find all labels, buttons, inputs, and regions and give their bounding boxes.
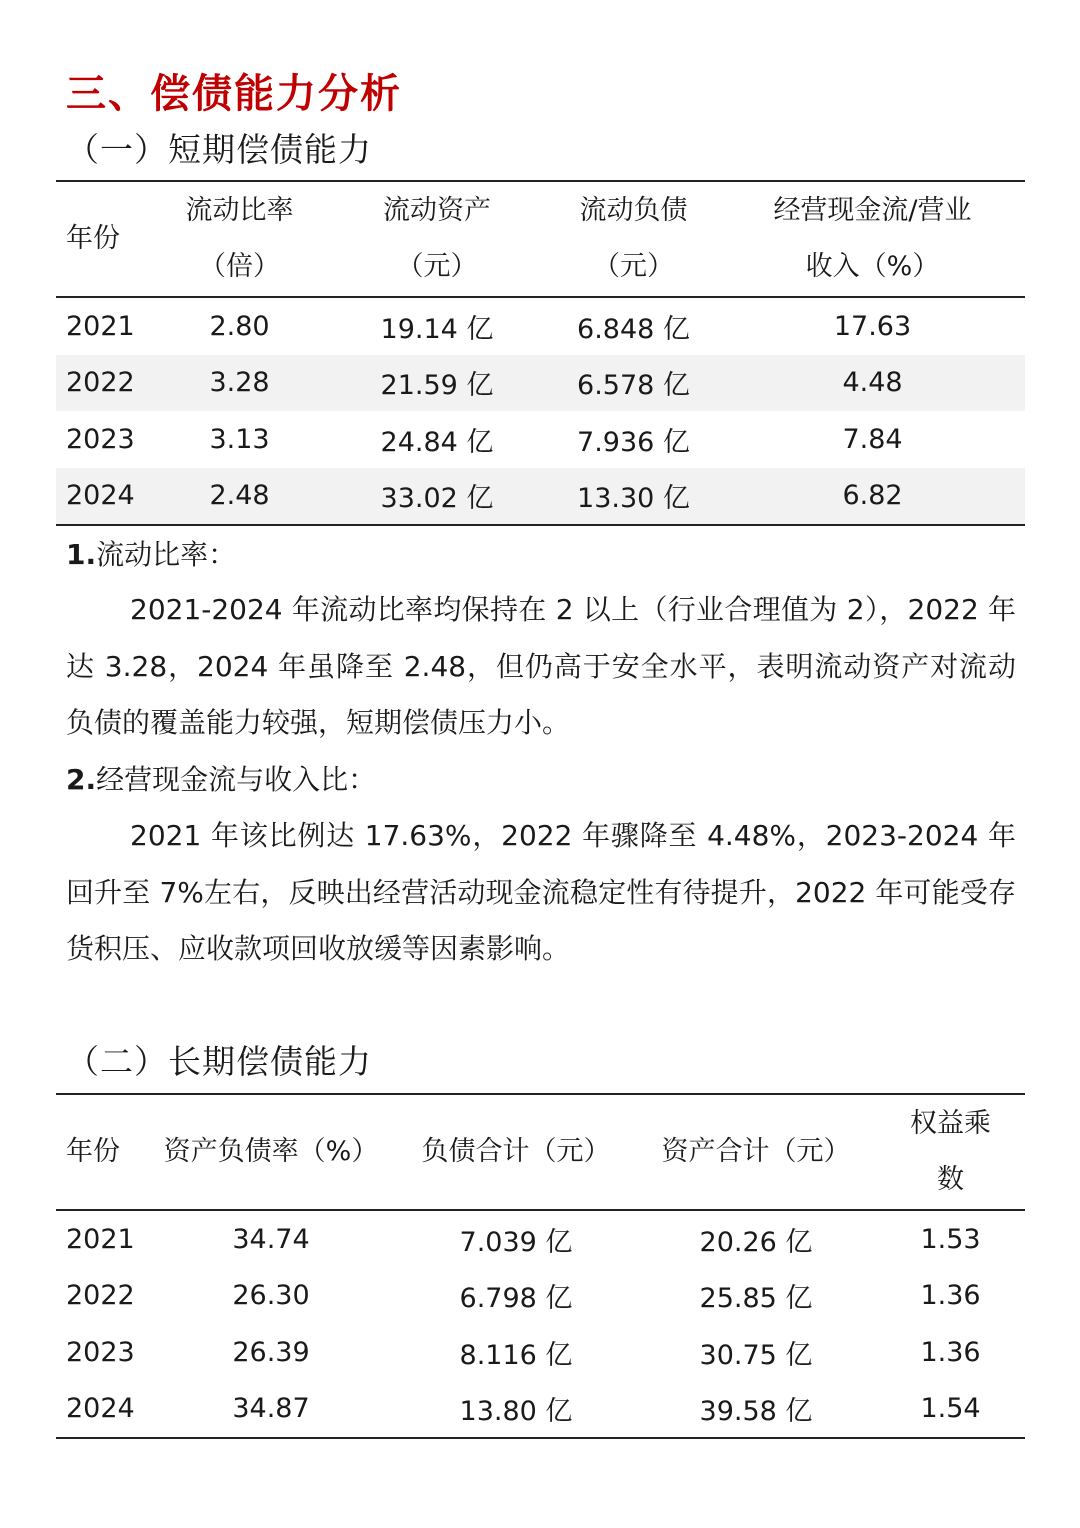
cell-total-assets: 25.85 亿 xyxy=(699,1283,813,1315)
header-total-liabilities: 负债合计（元） xyxy=(421,1136,611,1167)
cell-year: 2022 xyxy=(56,355,152,412)
long-term-heading: （二）长期偿债能力 xyxy=(66,1042,372,1081)
table-row xyxy=(56,411,1025,468)
cell-current-ratio: 3.13 xyxy=(209,423,270,455)
cell-year: 2021 xyxy=(66,310,135,342)
analysis-heading-current-ratio xyxy=(66,535,236,575)
table-row xyxy=(56,468,1025,526)
cell-total-assets: 20.26 亿 xyxy=(699,1226,813,1258)
cell-year: 2022 xyxy=(66,1280,135,1312)
cell-current-liabilities: 6.848 亿 xyxy=(577,313,690,345)
cell-cashflow-ratio: 17.63 xyxy=(833,310,912,342)
cell-equity-multiplier: 1.54 xyxy=(920,1393,981,1425)
cell-current-assets: 21.59 亿 xyxy=(327,355,547,412)
analysis-label: 流动比率： xyxy=(96,538,237,571)
cell-total-assets: 39.58 亿 xyxy=(699,1396,813,1428)
cell-year: 2024 xyxy=(56,468,152,526)
cell-debt-ratio: 26.39 xyxy=(232,1336,310,1368)
header-year: 年份 xyxy=(66,1136,120,1167)
header-cashflow-ratio: 经营现金流/营业 收入（%） xyxy=(773,195,972,282)
cell-cashflow-ratio: 4.48 xyxy=(720,355,1025,412)
cell-year: 2023 xyxy=(66,423,135,455)
table-row xyxy=(56,1381,1025,1439)
paragraph-text: 2021-2024 年流动比率均保持在 2 以上（行业合理值为 2），2022 年达 3.28，2024 年虽降至 2.48，但仍高于安全水平，表明流动资产对流动负债的覆盖能力较强，短期偿债压力小。 xyxy=(66,593,1016,739)
header-equity-multiplier: 权益乘 数 xyxy=(910,1108,991,1195)
table-header-row xyxy=(56,1094,1025,1210)
header-current-ratio: 流动比率 （倍） xyxy=(185,195,294,282)
cell-current-assets: 24.84 亿 xyxy=(380,426,494,458)
cell-total-liabilities: 8.116 亿 xyxy=(459,1339,573,1371)
cell-debt-ratio: 26.30 xyxy=(232,1280,310,1312)
cell-cashflow-ratio: 7.84 xyxy=(842,423,903,455)
cell-total-liabilities: 7.039 亿 xyxy=(459,1226,573,1258)
cell-current-assets: 33.02 亿 xyxy=(327,468,547,526)
cell-total-liabilities: 6.798 亿 xyxy=(459,1283,573,1315)
cell-debt-ratio: 34.74 xyxy=(232,1223,310,1255)
cell-equity-multiplier: 1.53 xyxy=(920,1223,981,1255)
analysis-number: 2. xyxy=(66,763,97,796)
cell-equity-multiplier: 1.36 xyxy=(920,1336,981,1368)
paragraph-text: 2021 年该比例达 17.63%，2022 年骤降至 4.48%，2023-2024 年回升至 7%左右，反映出经营活动现金流稳定性有待提升，2022 年可能受存货积压、应收款项回收放缓等因素影响。 xyxy=(66,819,1016,965)
cell-current-liabilities: 7.936 亿 xyxy=(577,426,690,458)
cell-current-assets: 19.14 亿 xyxy=(380,313,494,345)
cell-current-liabilities: 6.578 亿 xyxy=(547,355,720,412)
analysis-paragraph-cashflow xyxy=(66,808,1016,978)
analysis-heading-cashflow xyxy=(66,760,376,800)
short-term-table xyxy=(56,180,1025,526)
header-debt-ratio: 资产负债率（%） xyxy=(163,1136,379,1167)
cell-current-ratio: 3.28 xyxy=(152,355,327,412)
cell-equity-multiplier: 1.36 xyxy=(920,1280,981,1312)
analysis-label: 经营现金流与收入比： xyxy=(96,763,377,796)
cell-year: 2024 xyxy=(66,1393,135,1425)
header-total-assets: 资产合计（元） xyxy=(661,1136,851,1167)
table-row xyxy=(56,1210,1025,1268)
cell-debt-ratio: 34.87 xyxy=(232,1393,310,1425)
section-title: 三、偿债能力分析 xyxy=(66,71,402,117)
long-term-table xyxy=(56,1093,1025,1439)
cell-total-assets: 30.75 亿 xyxy=(699,1339,813,1371)
table-row xyxy=(56,1324,1025,1381)
cell-current-ratio: 2.48 xyxy=(152,468,327,526)
cell-total-liabilities: 13.80 亿 xyxy=(459,1396,573,1428)
short-term-heading: （一）短期偿债能力 xyxy=(66,130,372,169)
header-year: 年份 xyxy=(66,223,120,254)
cell-cashflow-ratio: 6.82 xyxy=(720,468,1025,526)
analysis-number: 1. xyxy=(66,538,97,571)
table-header-row xyxy=(56,181,1025,297)
table-row xyxy=(56,355,1025,412)
cell-year: 2023 xyxy=(66,1336,135,1368)
table-row xyxy=(56,1268,1025,1325)
cell-year: 2021 xyxy=(66,1223,135,1255)
header-current-assets: 流动资产 （元） xyxy=(383,195,491,282)
cell-current-ratio: 2.80 xyxy=(209,310,270,342)
cell-current-liabilities: 13.30 亿 xyxy=(547,468,720,526)
table-row xyxy=(56,297,1025,355)
analysis-paragraph-current-ratio xyxy=(66,582,1016,752)
header-current-liabilities: 流动负债 （元） xyxy=(579,195,688,282)
